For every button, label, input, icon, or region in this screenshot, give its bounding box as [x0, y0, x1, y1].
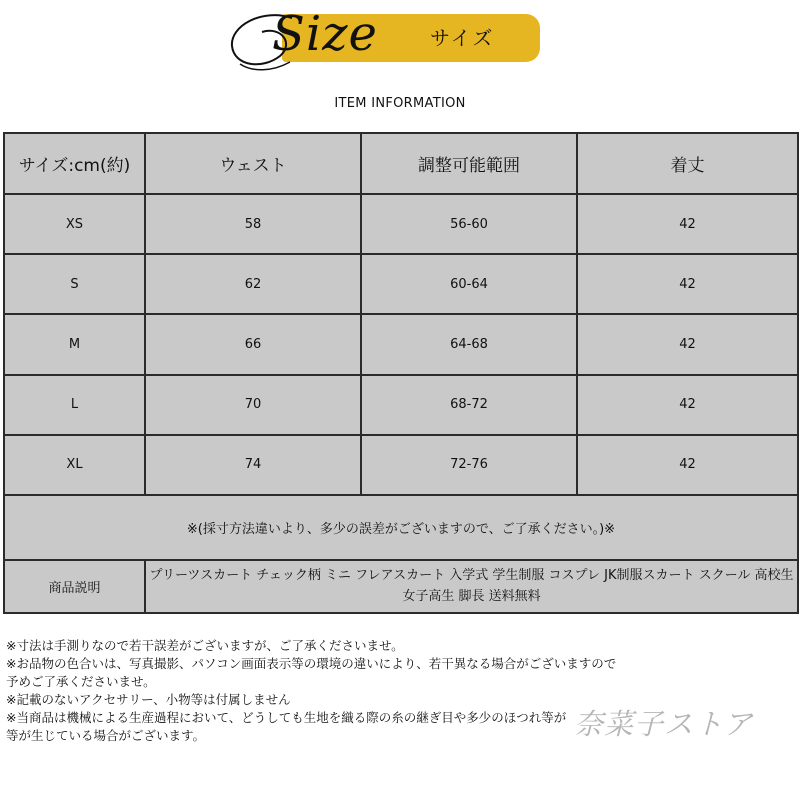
description-text: プリーツスカート チェック柄 ミニ フレアスカート 入学式 学生制服 コスプレ JK制服スカート スクール 高校生 女子高生 脚長 送料無料 — [145, 560, 798, 613]
cell-range: 68-72 — [361, 375, 577, 435]
description-row — [4, 560, 798, 613]
cell-length: 42 — [577, 314, 798, 374]
description-label: 商品説明 — [4, 560, 145, 613]
table-row — [4, 435, 798, 495]
cell-range: 64-68 — [361, 314, 577, 374]
table-row — [4, 314, 798, 374]
cell-waist: 66 — [145, 314, 361, 374]
cell-range: 72-76 — [361, 435, 577, 495]
logo-kana-text: サイズ — [430, 26, 495, 50]
cell-length: 42 — [577, 254, 798, 314]
item-information-heading: ITEM INFORMATION — [334, 96, 466, 111]
cell-size: L — [4, 375, 145, 435]
cell-size: M — [4, 314, 145, 374]
cell-size: XS — [4, 194, 145, 254]
table-row — [4, 254, 798, 314]
header-length: 着丈 — [577, 133, 798, 194]
cell-length: 42 — [577, 435, 798, 495]
measurement-note-row — [4, 495, 798, 560]
cell-waist: 58 — [145, 194, 361, 254]
table-row — [4, 194, 798, 254]
cell-size: S — [4, 254, 145, 314]
cell-range: 60-64 — [361, 254, 577, 314]
footnote-line: ※お品物の色合いは、写真撮影、パソコン画面表示等の環境の違いにより、若干異なる場合がございますので — [6, 656, 617, 671]
footnote-line: ※記載のないアクセサリー、小物等は付属しません — [6, 692, 291, 707]
table-row — [4, 375, 798, 435]
cell-size: XL — [4, 435, 145, 495]
table-header-row — [4, 133, 798, 194]
footnote-line: ※寸法は手測りなので若干誤差がございますが、ご了承くださいませ。 — [6, 638, 404, 653]
logo-script-text: Size — [272, 6, 378, 62]
cell-waist: 74 — [145, 435, 361, 495]
cell-length: 42 — [577, 194, 798, 254]
header-waist: ウェスト — [145, 133, 361, 194]
cell-waist: 70 — [145, 375, 361, 435]
header-size: サイズ:cm(約) — [4, 133, 145, 194]
header-adjust-range: 調整可能範囲 — [361, 133, 577, 194]
cell-length: 42 — [577, 375, 798, 435]
footnote-line: 等が生じている場合がございます。 — [6, 728, 206, 743]
cell-waist: 62 — [145, 254, 361, 314]
footnote-line: ※当商品は機械による生産過程において、どうしても生地を織る際の糸の継ぎ目や多少のほつれ等が — [6, 710, 567, 725]
store-watermark: 奈菜子ストア — [574, 707, 754, 741]
cell-range: 56-60 — [361, 194, 577, 254]
size-logo — [222, 6, 542, 76]
size-table — [3, 132, 799, 614]
footnote-line: 予めご了承くださいませ。 — [6, 674, 156, 689]
measurement-note: ※(採寸方法違いより、多少の誤差がございますので、ご了承ください。)※ — [4, 495, 798, 560]
